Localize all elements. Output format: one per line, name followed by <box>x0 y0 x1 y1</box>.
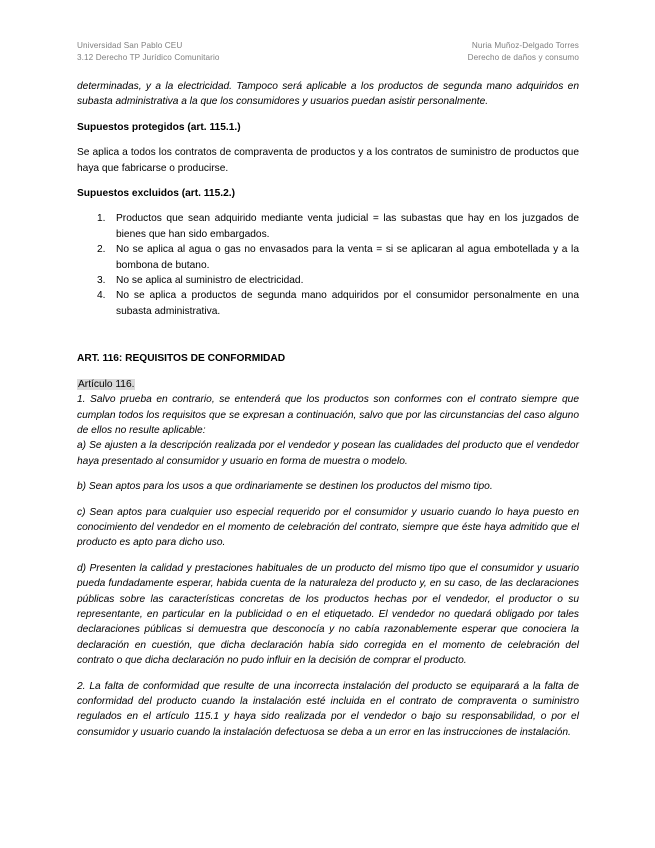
header-subject: Derecho de daños y consumo <box>467 53 579 62</box>
art116-paragraph-1: 1. Salvo prueba en contrario, se entenderá que los productos son conformes con el contrato siempre que cumplan todos los requisitos que se expresan a continuación, salvo que por las circunstancias del caso alguno de ellos no resulte aplicable: <box>77 394 579 436</box>
excluidos-list <box>77 211 579 319</box>
art116-item-d: d) Presenten la calidad y prestaciones habituales de un producto del mismo tipo que el consumidor y usuario pueda fundadamente esperar, habida cuenta de la naturaleza del producto y, en su caso, de las declaraciones públicas sobre las características concretas de los productos hechas por el vendedor, el productor o su representante, en particular en la publicidad o en el etiquetado. El vendedor no quedará obligado por tales declaraciones públicas si demuestra que desconocía y no cabía razonablemente esperar que conociera la declaración en cuestión, que dicha declaración había sido corregida en el momento de celebración del contrato o que dicha declaración no pudo influir en la decisión de comprar el producto. <box>77 562 579 667</box>
header-university: Universidad San Pablo CEU <box>77 41 183 50</box>
protegidos-text: Se aplica a todos los contratos de compraventa de productos y a los contratos de suministro de productos que haya que fabricarse o producirse. <box>77 147 579 174</box>
header-author: Nuria Muñoz-Delgado Torres <box>471 41 579 50</box>
header-right <box>468 40 579 64</box>
art116-item-c: c) Sean aptos para cualquier uso especial requerido por el consumidor y usuario cuando lo haya puesto en conocimiento del vendedor en el momento de celebración del contrato, siempre que éste haya admitido que el producto es apto para dicho uso. <box>77 506 579 549</box>
list-item: 4. No se aplica a productos de segunda mano adquiridos por el consumidor personalmente en una subasta administrativa. <box>97 290 579 317</box>
art116-paragraph-2: 2. La falta de conformidad que resulte de una incorrecta instalación del producto se equiparará a la falta de conformidad del producto cuando la instalación esté incluida en el contrato de compraventa o suministro regulados en el artículo 115.1 y haya sido realizada por el vendedor o bajo su responsabilidad, o por el consumidor y usuario cuando la instalación defectuosa se deba a un error en las instrucciones de instalación. <box>77 680 579 738</box>
document-body <box>77 79 579 740</box>
intro-paragraph: determinadas, y a la electricidad. Tampoco será aplicable a los productos de segunda mano adquiridos en subasta administrativa a la que los consumidores y usuarios puedan asistir personalmente. <box>77 81 579 108</box>
art116-title: ART. 116: REQUISITOS DE CONFORMIDAD <box>77 353 286 365</box>
excluidos-heading: Supuestos excluidos (art. 115.2.) <box>77 188 235 200</box>
header-course: 3.12 Derecho TP Jurídico Comunitario <box>77 53 220 62</box>
protegidos-heading: Supuestos protegidos (art. 115.1.) <box>77 121 241 133</box>
list-item: 3. No se aplica al suministro de electricidad. <box>97 275 304 287</box>
art116-item-a: a) Se ajusten a la descripción realizada por el vendedor y posean las cualidades del producto que el vendedor haya presentado al consumidor y usuario en forma de muestra o modelo. <box>77 440 579 467</box>
list-item: 1. Productos que sean adquirido mediante venta judicial = las subastas que hay en los juzgados de bienes que han sido embargados. <box>97 213 579 240</box>
header-left <box>77 40 220 64</box>
art116-label: Artículo 116. <box>78 378 135 390</box>
art116-item-b: b) Sean aptos para los usos a que ordinariamente se destinen los productos del mismo tipo. <box>77 481 493 493</box>
list-item: 2. No se aplica al agua o gas no envasados para la venta = si se aplicaran al agua embotellada y a la bombona de butano. <box>97 244 579 271</box>
